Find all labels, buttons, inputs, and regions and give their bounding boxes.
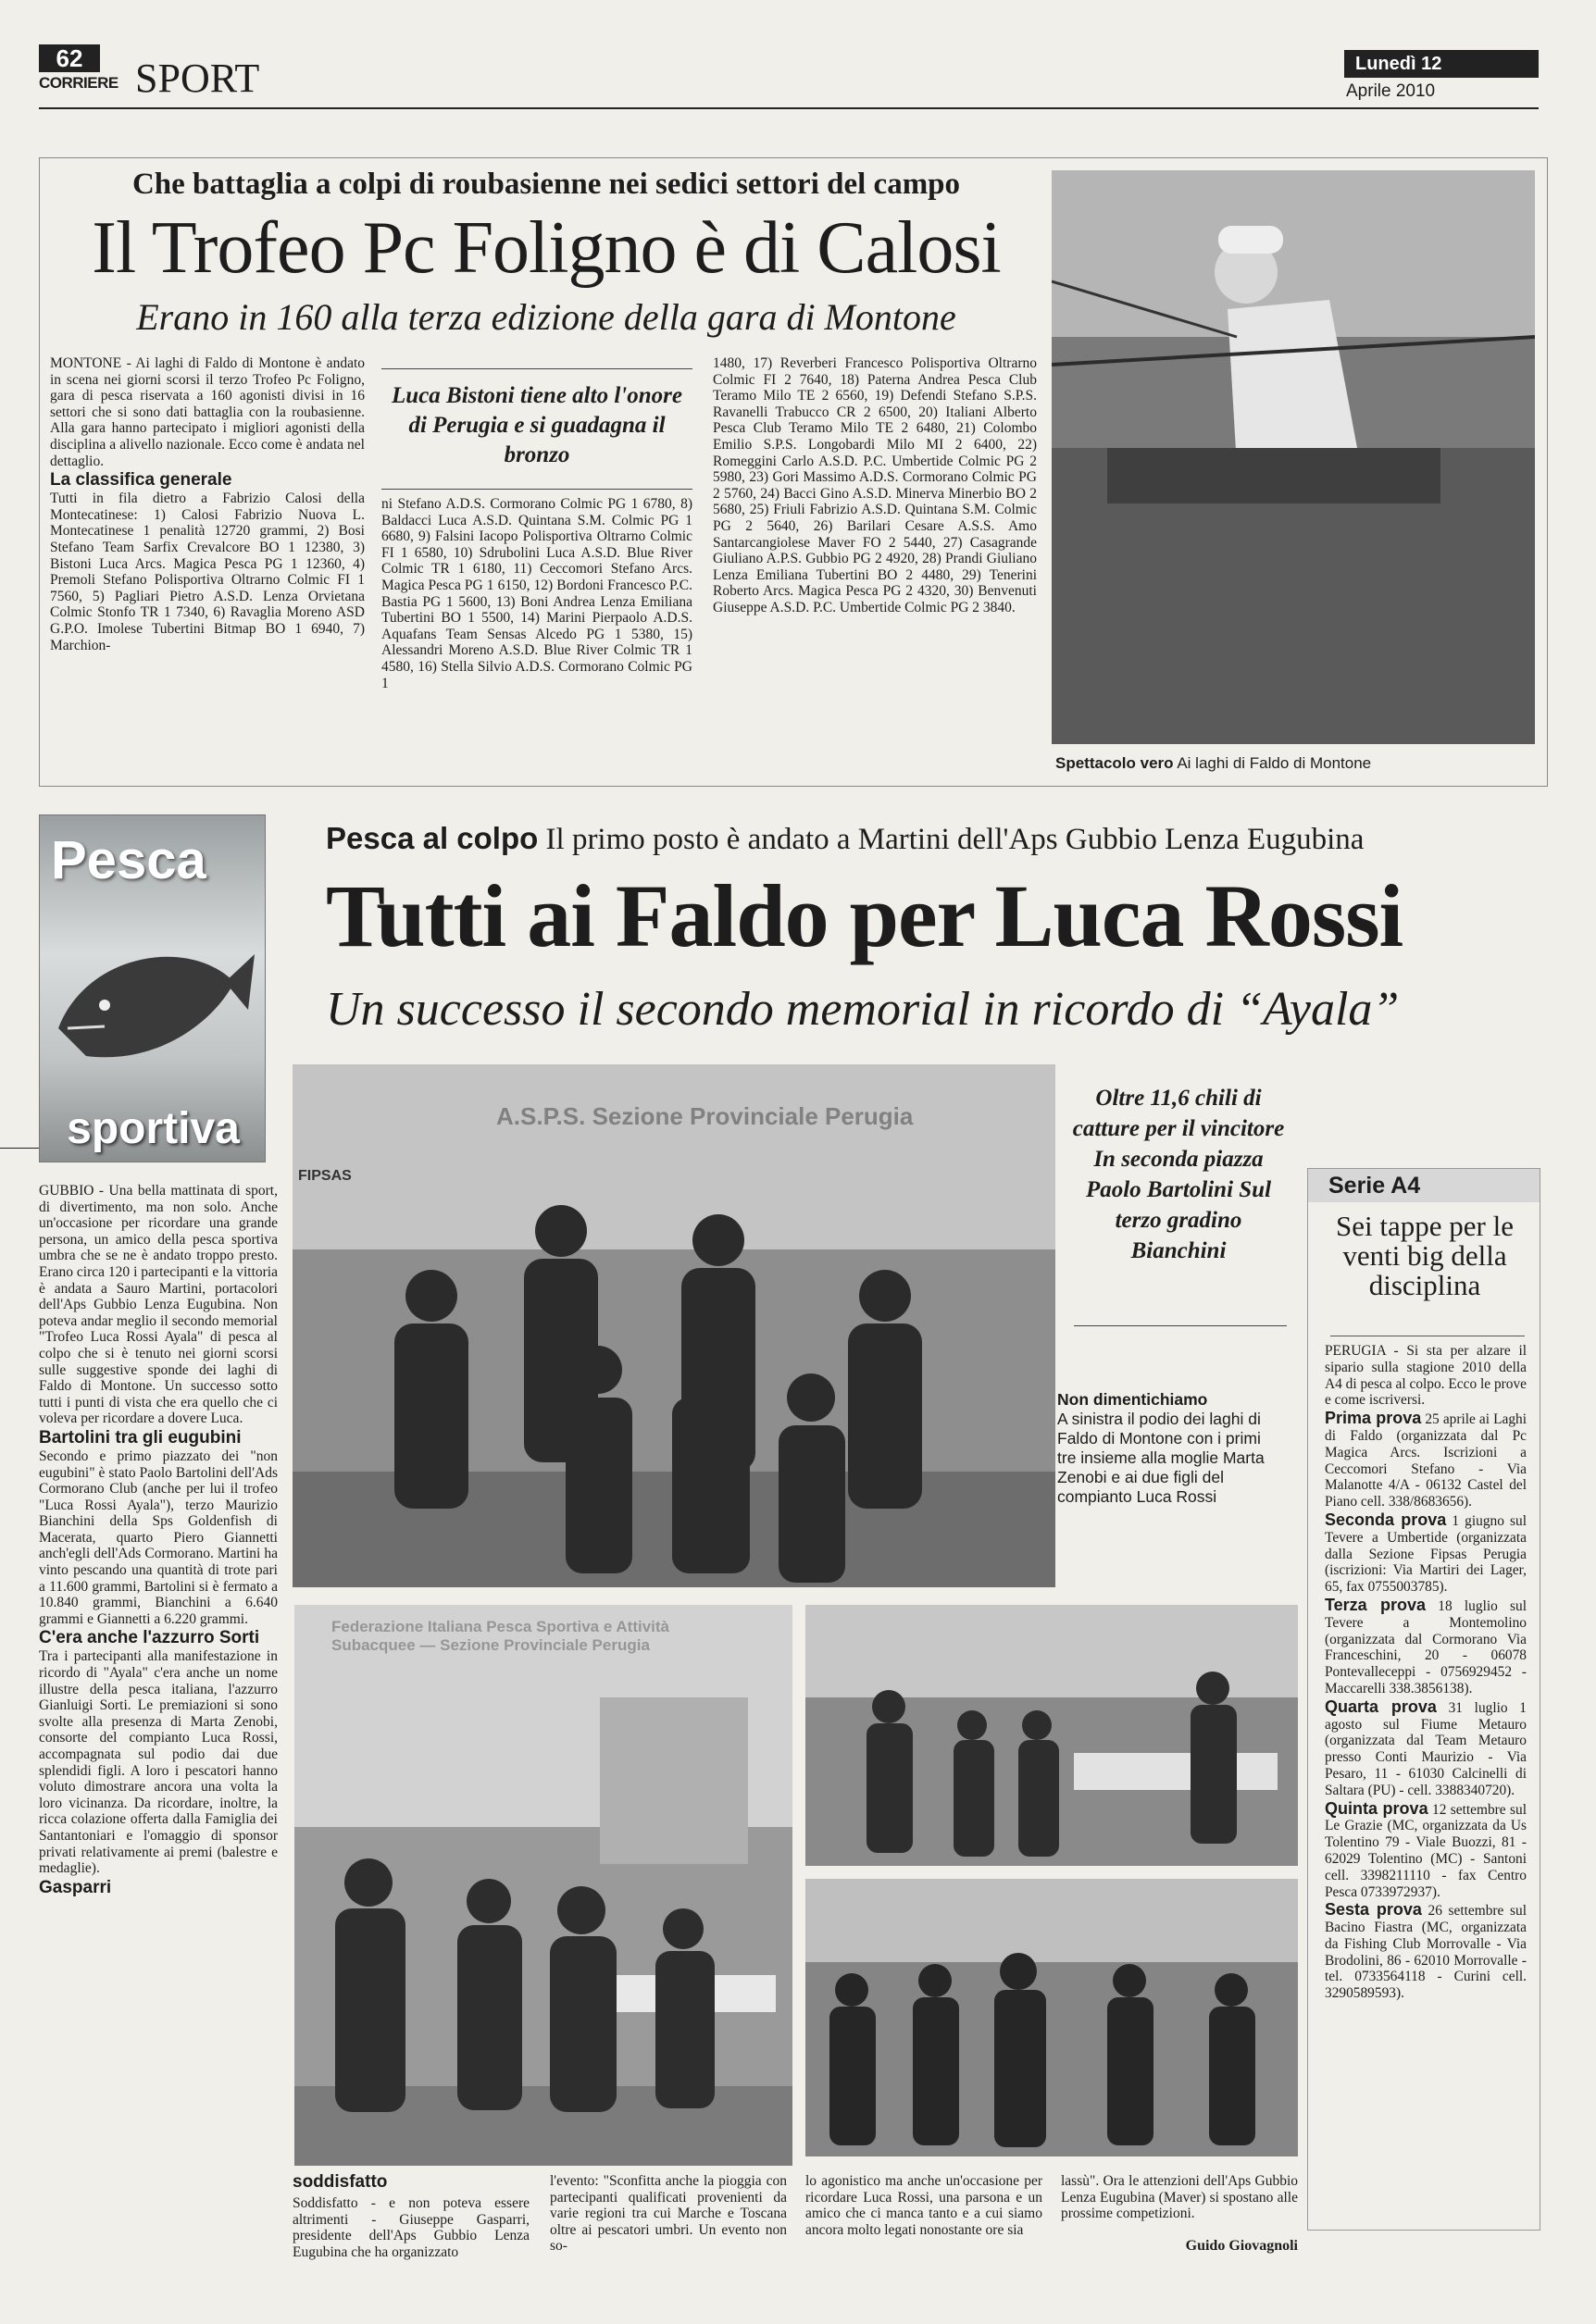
sidebar-item-label: Seconda prova (1325, 1510, 1447, 1529)
article-1-column-3: 1480, 17) Reverberi Francesco Polisportiva Oltrarno Colmic FI 2 7640, 18) Paterna Andrea Pesca Club Teramo Milo TE 2 6560, 19) Defendi Stefano S.P.S. Ravanelli Trabucco CR 2 6500, 20) Italiani Alberto Pesca Club Teramo Milo TE 2 6480, 21) Colombo Emilio S.P.S. Longobardi Milo MI 2 6400, 22) Romeggini Carlo A.S.D. P.C. Umbertide Colmic PG 2 5980, 23) Gori Massimo A.D.S. Cormorano Colmic PG 2 5760, 24) Bacci Gino A.S.D. Minerva Minerbio BO 2 5680, 25) Friuli Fabrizio A.S.D. Quintana S.M. Colmic PG 2 5640, 26) Barilari Cesare A.S.S. Amo Santarcangiolese Maver FO 2 5440, 27) Casagrande Giuliano A.P.S. Gubbio PG 2 4920, 28) Prandi Giuliano Lenza Emiliana Tubertini BO 2 4480, 29) Tenerini Roberto Arcs. Magica Pesca PG 2 4320, 30) Benvenuti Giuseppe A.S.D. P.C. Umbertide Colmic PG 2 3840. (713, 355, 1037, 615)
article-2-paragraph-3: Tra i partecipanti alla manifestazione in ricordo di "Ayala" c'era anche un nome illustre della pesca italiana, l'azzurro Gianluigi Sorti. Le premiazioni si sono svolte alla presenza di Marta Zenobi, consorte del compianto Luca Rossi, accompagnata sul podio dai due splendidi figli. A loro i pescatori hanno voluto dimostrare ancora una volta la loro vicinanza. Da ricordare, inoltre, la ricca colazione offerta dalla Famiglia dei Santantoniari e l'omaggio di sponsor privati relativamente ai premi (balestre e medaglie). (39, 1648, 278, 1877)
article-2-bottom-col-3: lo agonistico ma anche un'occasione per ricordare Luca Rossi, una parsona e un amico che ci manca tanto e a cui siamo ancora molto legati nonostante ore sia (805, 2173, 1042, 2238)
article-1-pullquote-rule-top (381, 368, 692, 369)
photo-award-second (805, 1879, 1298, 2156)
article-2-kicker-text: Il primo posto è andato a Martini dell'Aps Gubbio Lenza Eugubina (545, 823, 1365, 856)
article-2-sub-gasparri: Gasparri (39, 1877, 112, 1897)
sidebar-item (1325, 1512, 1527, 1596)
sidebar-title: Sei tappe per le venti big della disciplina (1336, 1210, 1514, 1301)
article-1-column-1 (50, 355, 365, 781)
fish-icon (49, 917, 256, 1084)
article-2-headline: Tutti ai Faldo per Luca Rossi (326, 866, 1403, 965)
date-day: Lunedì 12 (1344, 50, 1539, 78)
article-2-sub-sorti: C'era anche l'azzurro Sorti (39, 1628, 260, 1648)
page-header (39, 44, 1539, 111)
article-1-pullquote: Luca Bistoni tiene alto l'onore di Perugia e si guadagna il bronzo (392, 383, 682, 467)
article-2-bottom-sub (293, 2173, 530, 2194)
photo-podium-caption (1057, 1390, 1279, 1566)
article-2-pullquote: Oltre 11,6 chili di catture per il vincitore In seconda piazza Paolo Bartolini Sul terzo gradino Bianchini (1072, 1086, 1285, 1263)
sidebar-item-label: Prima prova (1325, 1409, 1422, 1428)
photo-angler-caption (1055, 752, 1537, 776)
sidebar-box (1307, 1168, 1540, 2231)
article-1-pullquote-rule-bottom (381, 489, 692, 490)
photo-award-group (294, 1605, 792, 2166)
article-1-section-title: La classifica generale (50, 470, 232, 491)
article-1-subhead: Erano in 160 alla terza edizione della gara di Montone (136, 296, 956, 338)
logo-word-sportiva: sportiva (67, 1104, 240, 1153)
photo-podium-main (293, 1064, 1055, 1587)
photo-podium-caption-text: A sinistra il podio dei laghi di Faldo di Montone con i primi tre insieme alla moglie Marta Zenobi e ai due figli del compianto Luca Rossi (1057, 1410, 1265, 1506)
sidebar-item (1325, 1798, 1527, 1901)
article-2-bottom-col-1: Soddisfatto - e non poteva essere altrimenti - Giuseppe Gasparri, presidente dell'Aps Gubbio Lenza Eugubina che ha organizzato (293, 2195, 530, 2260)
sidebar-item-text: 12 settembre sul Le Grazie (MC, organizzata da Us Tolentino 79 - Viale Buozzi, 81 - 62029 Tolentino (MC) - Santoni cell. 3398211110 - fax Centro Pesca 0733972937). (1325, 1801, 1527, 1900)
sidebar-item (1325, 1902, 1527, 2002)
logo-word-pesca: Pesca (51, 830, 206, 890)
sidebar-intro: PERUGIA - Si sta per alzare il sipario sulla stagione 2010 della A4 di pesca al colpo. Ecco le prove e come iscriversi. (1325, 1343, 1527, 1409)
article-2-kicker (326, 818, 1529, 859)
article-1-col1-text: Tutti in fila dietro a Fabrizio Calosi della Montecatinese: 1) Calosi Fabrizio Nuova L. Montecatinese 1 penalità 12720 grammi, 2) Bosi Stefano Team Sarfix Crevalcore BO 1 12380, 3) Bistoni Luca Arcs. Magica Pesca PG 1 12360, 4) Premoli Stefano Polisportiva Oltrarno Colmic FI 1 7560, 5) Pagliari Pietro A.S.D. Lenza Orvietana Colmic Stonfo TR 1 7340, 6) Ravaglia Moreno ASD G.P.O. Imolese Tubertini Bitmap BO 1 6940, 7) Marchion- (50, 491, 365, 653)
article-1-lead: MONTONE - Ai laghi di Faldo di Montone è andato in scena nei giorni scorsi il terzo Trofeo Pc Foligno, gara di pesca riservata a 160 agonisti divisi in 16 settori che si sono dati battaglia con la roubasienne. Alla gara hanno partecipato i migliori agonisti della disciplina a alivello nazionale. Ecco come è andata nel dettaglio. (50, 355, 365, 469)
sidebar-item-label: Quarta prova (1325, 1696, 1437, 1716)
section-title: SPORT (135, 56, 260, 101)
photo-podium-caption-label: Non dimentichiamo (1057, 1390, 1208, 1409)
article-2-column-1 (39, 1183, 278, 2238)
photo-award-banner: Federazione Italiana Pesca Sportiva e Attività Subacquee — Sezione Provinciale Perugia (331, 1618, 670, 1654)
photo-podium-banner: A.S.P.S. Sezione Provinciale Perugia (496, 1102, 914, 1130)
article-2-paragraph-2: Secondo e primo piazzato dei "non eugubini" è stato Paolo Bartolini dell'Ads Cormorano Club (anche per lui il trofeo "Luca Rossi Ayala"), terzo Maurizio Bianchini della Sps Goldenfish di Macerata, quarto Piero Giannetti anch'egli dell'Ads Cormorano. Martini ha vinto pescando una quantità di trote pari a 11.600 grammi, Bartolini si è fermato a 10.840 grammi, Bianchini a 6.640 grammi e Giannetti a 6.220 grammi. (39, 1448, 278, 1627)
article-2-bottom-col-4: lassù". Ora le attenzioni dell'Aps Gubbio Lenza Eugubina (Maver) si spostano alle prossime competizioni. (1061, 2173, 1298, 2222)
article-2-pullquote-rule (1074, 1325, 1287, 1326)
sidebar-tag: Serie A4 (1308, 1169, 1540, 1202)
article-1-column-2: ni Stefano A.D.S. Cormorano Colmic PG 1 6780, 8) Baldacci Luca A.S.D. Quintana S.M. Colmic PG 1 6680, 9) Falsini Iacopo Polisportiva Oltrarno Colmic FI 1 6580, 10) Sdrubolini Luca A.S.D. Blue River Colmic TR 1 6180, 11) Ceccomori Stefano Arcs. Magica Pesca PG 1 6150, 12) Bordoni Francesco P.C. Bastia PG 1 5600, 13) Boni Andrea Lenza Emiliana Tubertini BO 1 5500, 14) Marini Pierpaolo A.D.S. Aquafans Team Sensas Alcedo PG 1 5380, 15) Alessandri Moreno A.S.D. Blue River Colmic TR 1 4580, 16) Stella Silvio A.D.S. Cormorano Colmic PG 1 (381, 496, 692, 691)
page-number: 62 (39, 44, 100, 72)
sidebar-item-text: 26 settembre sul Bacino Fiastra (MC, organizzata da Fishing Club Morrovalle - Via Brodolini, 86 - 62010 Morrovalle - tel. 0733564118 - Curini cell. 3290589593). (1325, 1903, 1527, 2002)
article-2-sub-bartolini: Bartolini tra gli eugubini (39, 1427, 242, 1448)
sidebar-item-label: Quinta prova (1325, 1798, 1428, 1818)
pesca-sportiva-logo (39, 814, 266, 1162)
date-month-year: Aprile 2010 (1346, 81, 1436, 101)
sidebar-item (1325, 1411, 1527, 1510)
logo-divider-line (0, 1148, 39, 1149)
article-2-lead: GUBBIO - Una bella mattinata di sport, di divertimento, ma non solo. Anche un'occasione per ricordare una grande persona, un amico della pesca sportiva umbra che se ne è andato troppo presto. Erano circa 120 i partecipanti e la vittoria è andata a Sauro Martini, portacolori dell'Aps Gubbio Lenza Eugubina. Non poteva andar meglio il secondo memorial "Trofeo Luca Rossi Ayala" di pesca al colpo che si è tenuto nei giorni scorsi sulle suggestive sponde dei laghi di Faldo di Montone. Un successo sotto tutti i punti di vista che era quello che ci voleva per ricordare a dovere Luca. (39, 1183, 278, 1427)
article-2-bottom-col-2: l'evento: "Sconfitta anche la pioggia con partecipanti qualificati provenienti da varie regioni tra cui Marche e Toscana oltre ai pescatori umbri. Un evento non so- (550, 2173, 787, 2255)
sidebar-item (1325, 1597, 1527, 1697)
photo-angler-caption-text: Ai laghi di Faldo di Montone (1177, 754, 1372, 772)
sidebar-item-label: Sesta prova (1325, 1900, 1422, 1920)
sidebar-item-label: Terza prova (1325, 1595, 1427, 1614)
article-2-sub-soddisfatto: soddisfatto (293, 2172, 388, 2192)
brand-logo: CORRIERE (39, 74, 118, 92)
photo-angler-caption-label: Spettacolo vero (1055, 754, 1174, 772)
sidebar-item-text: 18 luglio sul Tevere a Montemolino (organizzata dal Cormorano Via Franceschini, 20 - 06078 Pontevalleceppi - 0756929452 - Maccarelli 338.3856138). (1325, 1597, 1527, 1696)
article-1-headline: Il Trofeo Pc Foligno è di Calosi (92, 207, 1001, 289)
photo-award-table (805, 1605, 1298, 1866)
sidebar-item-text: 31 luglio 1 agosto sul Fiume Metauro (organizzata dal Team Metauro presso Conti Maurizio - Via Pesaro, 11 - 61030 Calcinelli di Saltara (PU) - cell. 3388340720). (1325, 1699, 1527, 1798)
article-2-subhead: Un successo il secondo memorial in ricordo di “Ayala” (326, 983, 1400, 1036)
photo-podium-tag: FIPSAS (298, 1168, 352, 1184)
photo-angler-montone (1052, 170, 1535, 744)
sidebar-item-text: 25 aprile ai Laghi di Faldo (organizzata dal Pc Magica Arcs. Iscrizioni a Ceccomori Stefano - Via Malanotte 4/A - 06132 Castel del Piano cell. 338/8683656). (1325, 1411, 1527, 1510)
article-1-kicker: Che battaglia a colpi di roubasienne nei sedici settori del campo (131, 168, 961, 201)
sidebar-body (1325, 1343, 1527, 2222)
sidebar-item-text: 1 giugno sul Tevere a Umbertide (organizzata dalla Sezione Fipsas Perugia (iscrizioni: Via Martiri dei Lager, 65, fax 0755003785). (1325, 1512, 1527, 1596)
sidebar-item (1325, 1696, 1527, 1799)
article-2-kicker-label: Pesca al colpo (326, 821, 539, 855)
header-rule (39, 107, 1539, 109)
article-2-author: Guido Giovagnoli (1185, 2238, 1298, 2254)
